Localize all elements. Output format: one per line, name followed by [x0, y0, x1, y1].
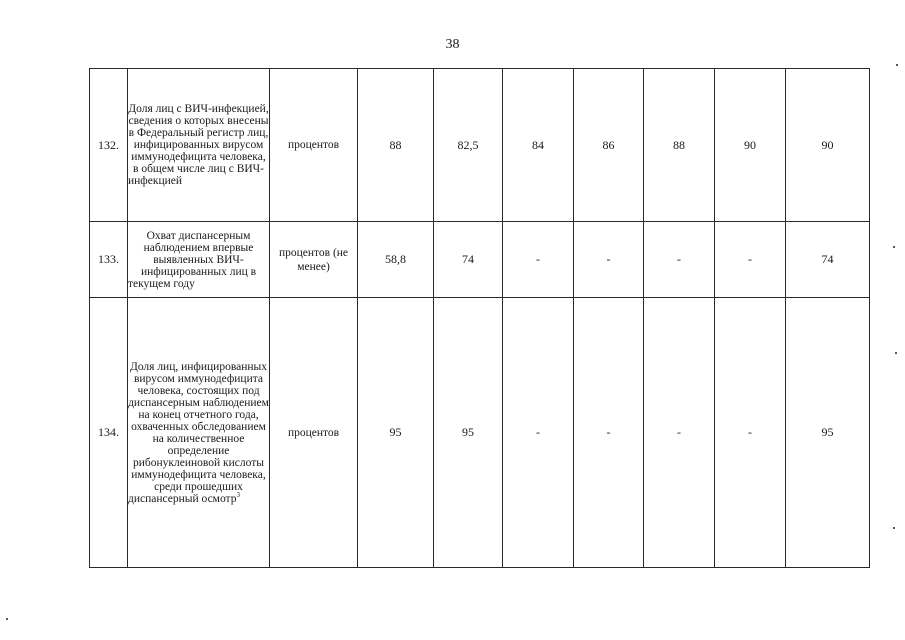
- value-cell: -: [503, 298, 574, 568]
- value-cell: 90: [786, 69, 870, 222]
- row-number: 134.: [90, 298, 128, 568]
- unit-cell: процентов: [270, 298, 358, 568]
- indicators-table: [89, 68, 870, 568]
- value-cell: -: [644, 298, 715, 568]
- value-cell: 74: [786, 222, 870, 298]
- value-cell: 58,8: [358, 222, 434, 298]
- value-cell: -: [715, 298, 786, 568]
- value-cell: 88: [644, 69, 715, 222]
- unit-cell: процентов: [270, 69, 358, 222]
- indicator-description: Доля лиц, инфицированных вирусом иммунодефицита человека, состоящих под диспансерным наблюдением на конец отчетного года, охваченных обследованием на количественное определение рибонуклеиновой кислоты иммунодефицита человека, среди прошедших диспансерный осмотр$^3$: [128, 298, 270, 568]
- value-cell: 95: [358, 298, 434, 568]
- indicator-description: Охват диспансерным наблюдением впервые выявленных ВИЧ-инфицированных лиц в текущем году: [128, 222, 270, 298]
- indicator-description: Доля лиц с ВИЧ-инфекцией, сведения о которых внесены в Федеральный регистр лиц, инфицированных вирусом иммунодефицита человека, в общем числе лиц с ВИЧ-инфекцией: [128, 69, 270, 222]
- scan-speck: [893, 527, 895, 529]
- scan-speck: [893, 246, 895, 248]
- value-cell: 84: [503, 69, 574, 222]
- scan-speck: [896, 64, 898, 66]
- scan-speck: [895, 352, 897, 354]
- scan-speck: [6, 618, 8, 620]
- footnote-marker: 3: [236, 490, 240, 499]
- value-cell: 74: [434, 222, 503, 298]
- value-cell: -: [644, 222, 715, 298]
- value-cell: 86: [574, 69, 644, 222]
- value-cell: -: [715, 222, 786, 298]
- value-cell: 82,5: [434, 69, 503, 222]
- row-number: 133.: [90, 222, 128, 298]
- table-row: [90, 69, 870, 222]
- table-row: [90, 222, 870, 298]
- value-cell: 95: [434, 298, 503, 568]
- row-number: 132.: [90, 69, 128, 222]
- value-cell: 88: [358, 69, 434, 222]
- value-cell: 90: [715, 69, 786, 222]
- unit-cell: процентов (не менее): [270, 222, 358, 298]
- table-row: [90, 298, 870, 568]
- value-cell: -: [574, 222, 644, 298]
- page-number: 38: [445, 37, 460, 52]
- value-cell: -: [503, 222, 574, 298]
- value-cell: 95: [786, 298, 870, 568]
- value-cell: -: [574, 298, 644, 568]
